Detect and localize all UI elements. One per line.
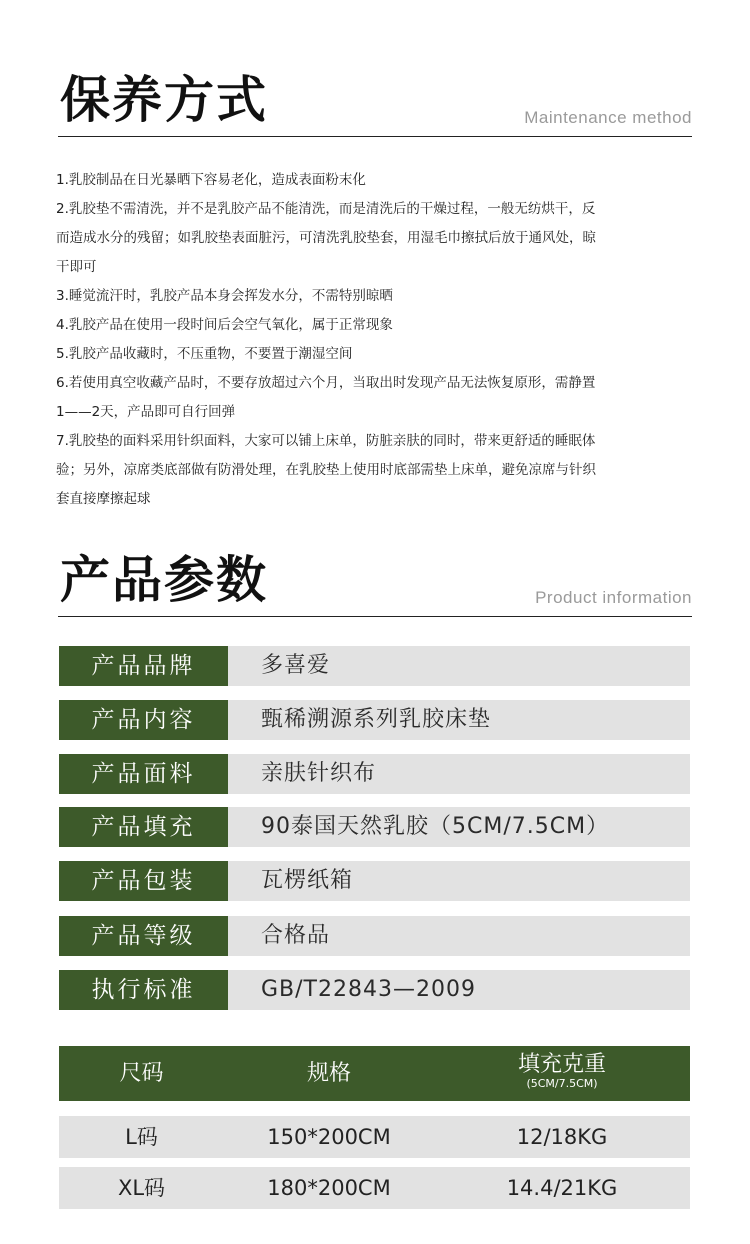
spec-cell: 180*200CM bbox=[267, 1176, 391, 1200]
param-value: 合格品 bbox=[261, 923, 331, 948]
header-weight-note: (5CM/7.5CM) bbox=[526, 1077, 598, 1090]
header-weight-cell bbox=[434, 1046, 690, 1101]
product-info-title: 产品参数 bbox=[60, 551, 268, 609]
maintenance-list bbox=[56, 166, 696, 514]
list-item: 5.乳胶产品收藏时，不压重物，不要置于潮湿空间 bbox=[56, 346, 353, 362]
maintenance-header bbox=[58, 70, 692, 138]
param-label: 产品包装 bbox=[59, 861, 228, 901]
list-item: 而造成水分的残留；如乳胶垫表面脏污，可清洗乳胶垫套，用湿毛巾擦拭后放于通风处，晾 bbox=[56, 230, 596, 246]
param-value: 瓦楞纸箱 bbox=[261, 868, 354, 893]
list-item: 4.乳胶产品在使用一段时间后会空气氧化，属于正常现象 bbox=[56, 317, 393, 333]
table-row bbox=[59, 1167, 690, 1209]
list-item: 1——2天，产品即可自行回弹 bbox=[56, 404, 236, 420]
product-info-subtitle: Product information bbox=[535, 588, 692, 607]
maintenance-subtitle: Maintenance method bbox=[524, 108, 692, 127]
param-row-filling bbox=[59, 807, 690, 847]
param-row-content bbox=[59, 700, 690, 740]
param-row-standard bbox=[59, 970, 690, 1010]
param-label: 产品面料 bbox=[59, 754, 228, 794]
param-value: 90泰国天然乳胶（5CM/7.5CM） bbox=[261, 814, 610, 839]
param-label: 执行标准 bbox=[59, 970, 228, 1010]
maintenance-title: 保养方式 bbox=[60, 71, 268, 129]
maintenance-divider bbox=[58, 136, 692, 137]
param-value: 甄稀溯源系列乳胶床垫 bbox=[261, 707, 492, 732]
param-value: 亲肤针织布 bbox=[261, 761, 377, 786]
list-item: 7.乳胶垫的面料采用针织面料，大家可以铺上床单，防脏亲肤的同时，带来更舒适的睡眠体 bbox=[56, 433, 596, 449]
size-cell: XL码 bbox=[117, 1176, 166, 1200]
weight-cell: 14.4/21KG bbox=[506, 1176, 618, 1200]
param-row-fabric bbox=[59, 754, 690, 794]
product-info-header bbox=[58, 550, 692, 618]
product-info-divider bbox=[58, 616, 692, 617]
list-item: 1.乳胶制品在日光暴晒下容易老化，造成表面粉末化 bbox=[56, 172, 366, 188]
param-row-grade bbox=[59, 916, 690, 956]
table-row bbox=[59, 1116, 690, 1158]
param-row-brand bbox=[59, 646, 690, 686]
size-cell: L码 bbox=[125, 1125, 158, 1149]
param-label: 产品内容 bbox=[59, 700, 228, 740]
list-item: 2.乳胶垫不需清洗，并不是乳胶产品不能清洗，而是清洗后的干燥过程，一般无纺烘干，反 bbox=[56, 201, 596, 217]
param-label: 产品等级 bbox=[59, 916, 228, 956]
list-item: 套直接摩擦起球 bbox=[56, 491, 151, 507]
header-size: 尺码 bbox=[119, 1061, 164, 1086]
list-item: 3.睡觉流汗时，乳胶产品本身会挥发水分，不需特别晾晒 bbox=[56, 288, 393, 304]
param-row-packaging bbox=[59, 861, 690, 901]
param-label: 产品品牌 bbox=[59, 646, 228, 686]
list-item: 验；另外，凉席类底部做有防滑处理，在乳胶垫上使用时底部需垫上床单，避免凉席与针织 bbox=[56, 462, 596, 478]
size-table-header bbox=[59, 1046, 690, 1101]
header-spec: 规格 bbox=[306, 1061, 351, 1086]
header-weight: 填充克重 bbox=[517, 1052, 606, 1077]
spec-cell: 150*200CM bbox=[267, 1125, 391, 1149]
list-item: 干即可 bbox=[56, 259, 97, 275]
weight-cell: 12/18KG bbox=[516, 1125, 608, 1149]
param-label: 产品填充 bbox=[59, 807, 228, 847]
list-item: 6.若使用真空收藏产品时，不要存放超过六个月，当取出时发现产品无法恢复原形，需静置 bbox=[56, 375, 596, 391]
param-value: GB/T22843—2009 bbox=[261, 977, 476, 1002]
param-value: 多喜爱 bbox=[261, 653, 331, 678]
